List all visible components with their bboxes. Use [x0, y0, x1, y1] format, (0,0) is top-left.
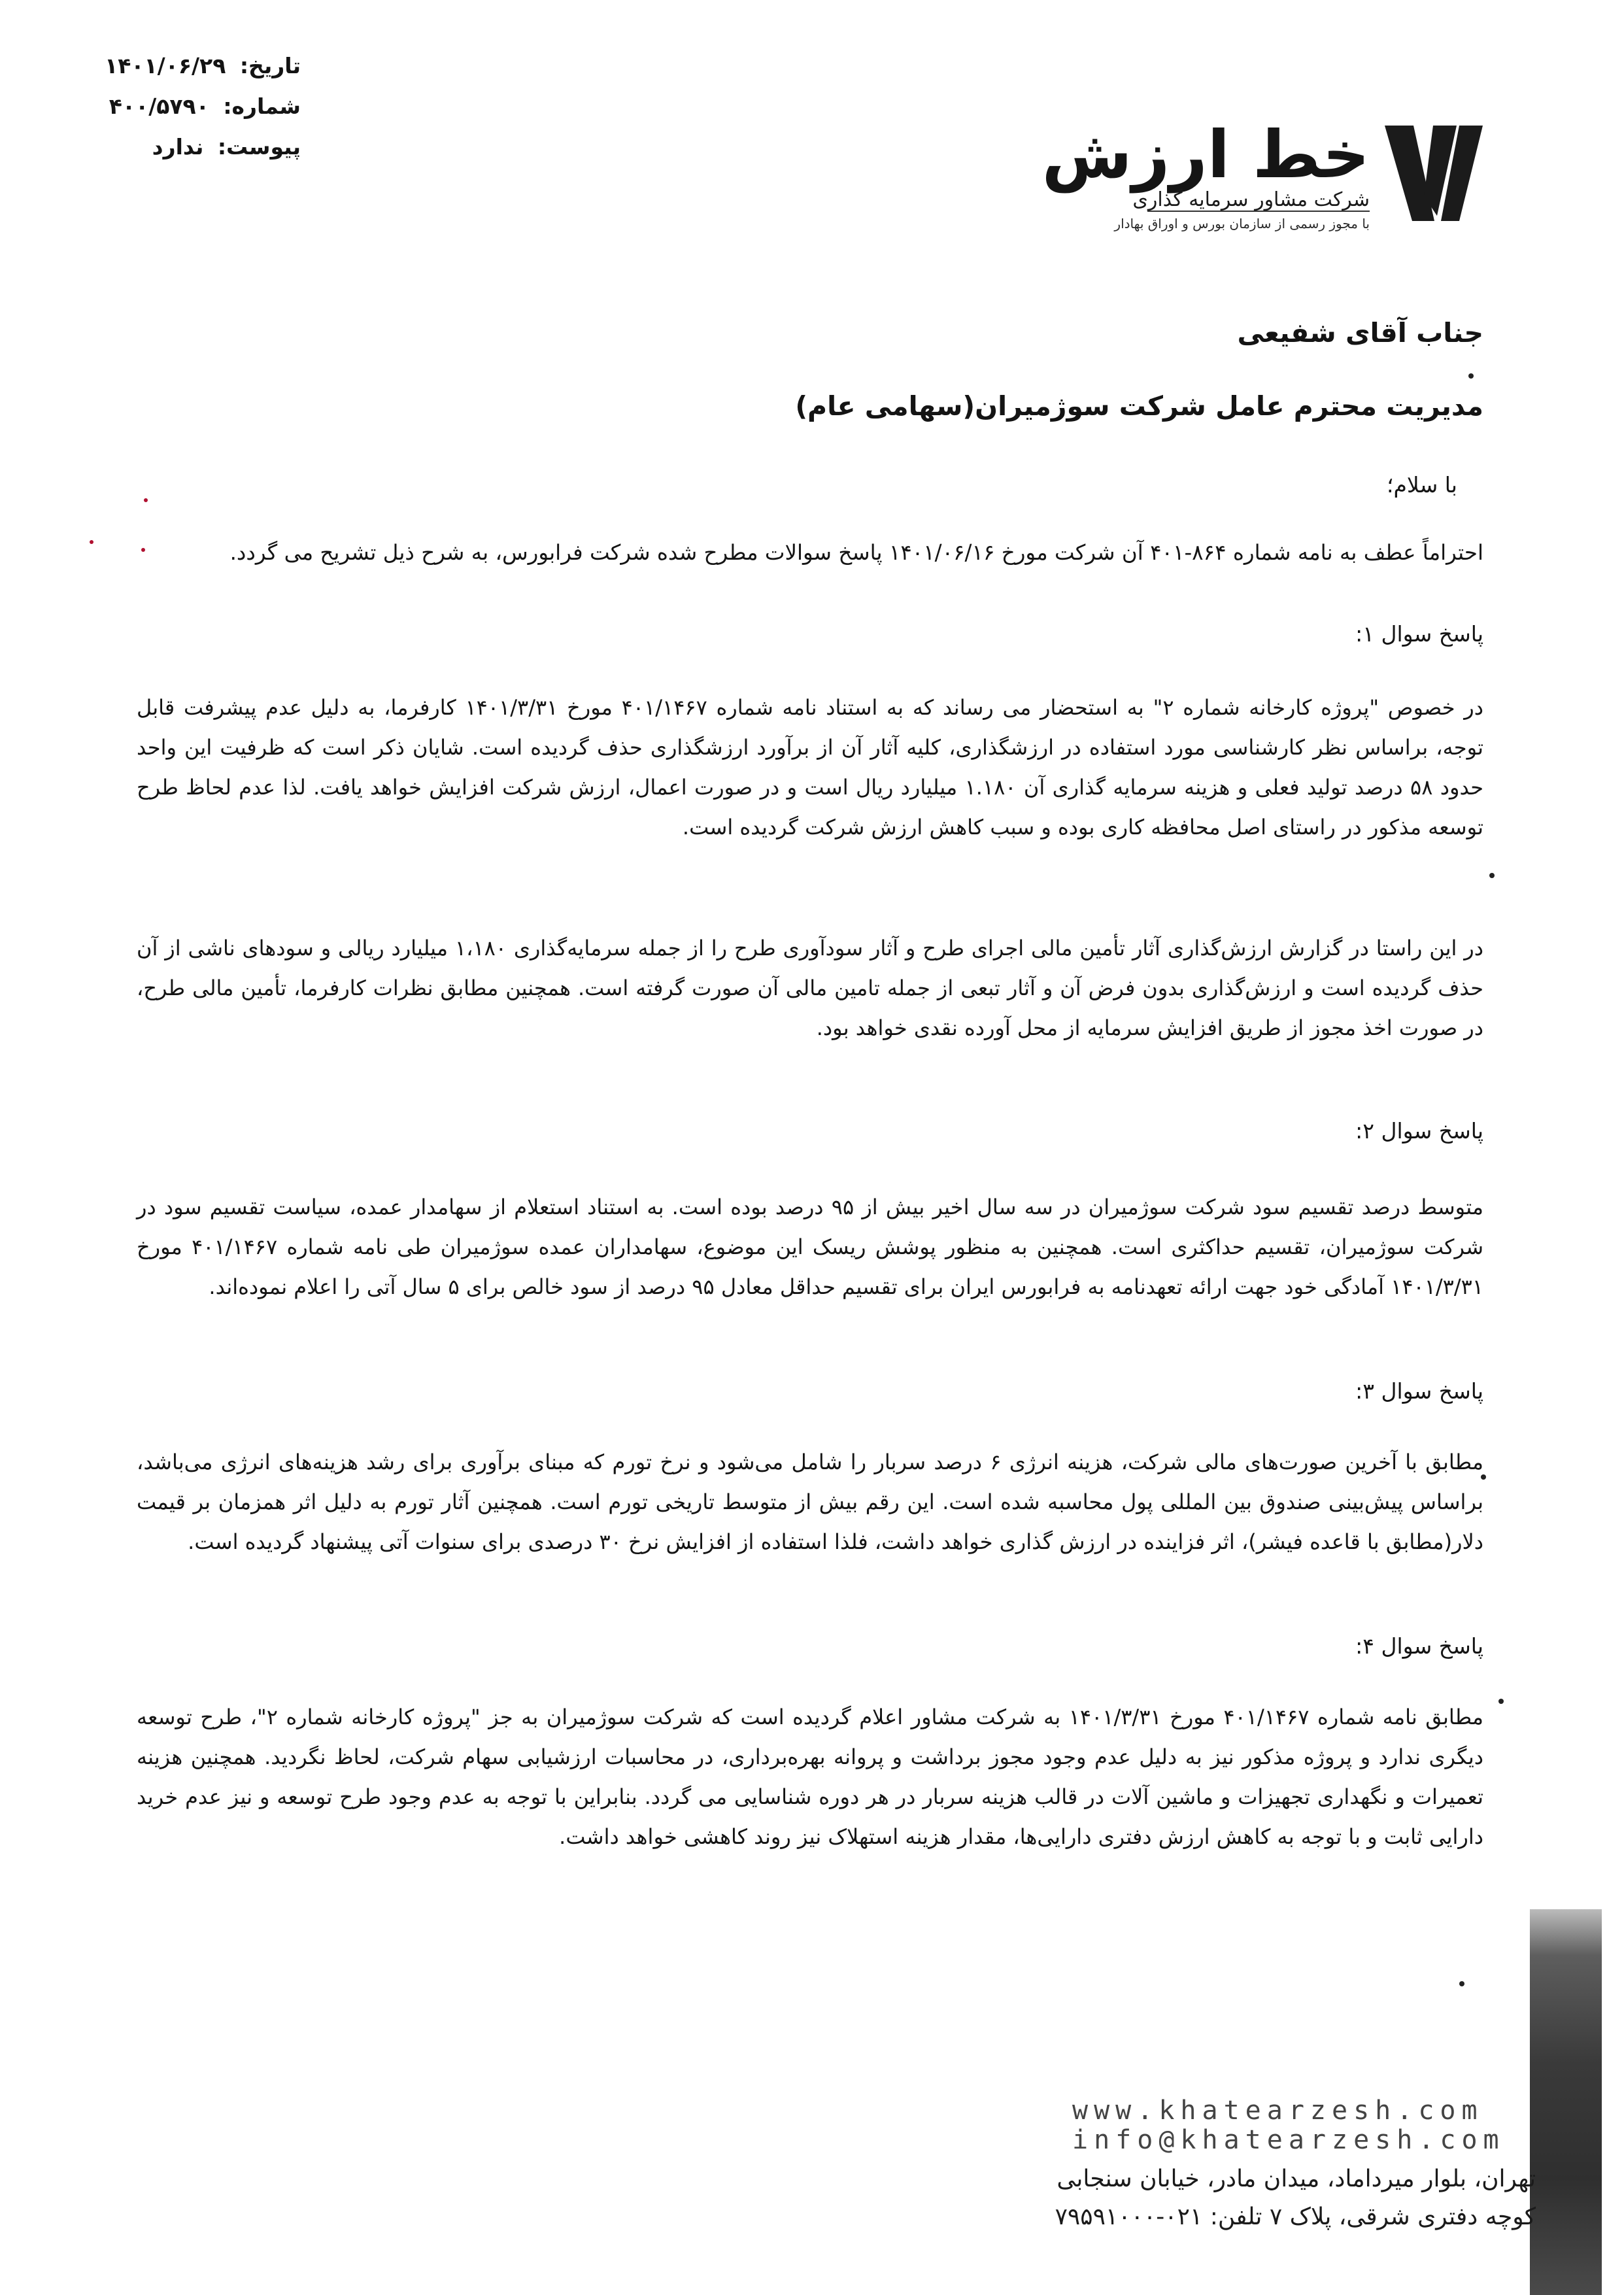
number-value: ۴۰۰/۵۷۹۰ [109, 94, 209, 119]
attachment-value: ندارد [152, 134, 204, 160]
attachment-label: پیوست: [217, 134, 301, 160]
scan-edge-shadow [1530, 1909, 1602, 2295]
scan-mark [1481, 1474, 1486, 1480]
letter-meta [39, 46, 301, 167]
addressee-name: جناب آقای شفیعی [1237, 317, 1483, 348]
date-value: ۱۴۰۱/۰۶/۲۹ [105, 53, 226, 78]
logo-name: خط ارزش [1041, 116, 1370, 193]
number-label: شماره: [223, 94, 301, 119]
answer-3-heading: پاسخ سوال ۳: [1355, 1378, 1483, 1404]
number-row [39, 86, 301, 127]
footer-address-line-1: تهران، بلوار میرداماد، میدان مادر، خیابان سنجابی [1057, 2166, 1536, 2192]
logo-license: با مجوز رسمی از سازمان بورس و اوراق بهادار [1114, 216, 1370, 231]
answer-1-heading: پاسخ سوال ۱: [1355, 621, 1483, 647]
answer-4-paragraph: مطابق نامه شماره ۴۰۱/۱۴۶۷ مورخ ۱۴۰۱/۳/۳۱ به شرکت مشاور اعلام گردیده است که شرکت سوژمیران به جز "پروژه کارخانه شماره ۲"، طرح توسعه دیگری ندارد و پروژه مذکور نیز به دلیل عدم وجود مجوز برداشت و پروانه بهره‌برداری، در محاسبات ارزشیابی سهام شرکت، لحاظ نگردید. همچنین هزینه تعمیرات و نگهداری تجهیزات و ماشین آلات در قالب هزینه سربار در هر دوره شناسایی می گردد. بنابراین با توجه به عدم وجود طرح توسعه و نیز عدم خرید دارایی ثابت و با توجه به کاهش ارزش دفتری دارایی‌ها، مقدار هزینه استهلاک نیز روند کاهشی خواهد داشت. [137, 1705, 1483, 1849]
company-logo [1041, 116, 1491, 248]
scan-mark [1489, 873, 1495, 878]
answer-2-paragraph: متوسط درصد تقسیم سود شرکت سوژمیران در سه سال اخیر بیش از ۹۵ درصد بوده است. به استناد استعلام از سهامدار عمده، سیاست تقسیم سود در شرکت سوژمیران، تقسیم حداکثری است. همچنین به منظور پوشش ریسک این موضوع، سهامداران عمده سوژمیران طی نامه شماره ۴۰۱/۱۴۶۷ مورخ ۱۴۰۱/۳/۳۱ آمادگی خود جهت ارائه تعهدنامه به فرابورس ایران برای تقسیم حداقل معادل ۹۵ درصد از سود خالص برای ۵ سال آتی را اعلام نموده‌اند. [137, 1195, 1484, 1299]
answer-4-heading: پاسخ سوال ۴: [1355, 1633, 1483, 1659]
intro-paragraph: احتراماً عطف به نامه شماره ۸۶۴-۴۰۱ آن شرکت مورخ ۱۴۰۱/۰۶/۱۶ پاسخ سوالات مطرح شده شرکت فرابورس، به شرح ذیل تشریح می گردد. [229, 540, 1483, 565]
answer-2-heading: پاسخ سوال ۲: [1355, 1118, 1483, 1144]
footer-website: www.khatearzesh.com [1072, 2096, 1483, 2126]
scan-dot [141, 548, 145, 552]
footer-email: info@khatearzesh.com [1072, 2125, 1505, 2155]
logo-mark-icon [1373, 118, 1491, 242]
answer-1-paragraph-1: در خصوص "پروژه کارخانه شماره ۲" به استحضار می رساند که به استناد نامه شماره ۴۰۱/۱۴۶۷ مورخ ۱۴۰۱/۳/۳۱ کارفرما، به دلیل عدم پیشرفت قابل توجه، براساس نظر کارشناسی مورد استفاده در ارزشگذاری، کلیه آثار آن از برآورد ارزشگذاری حذف گردیده است. شایان ذکر است که ظرفیت این واحد حدود ۵۸ درصد تولید فعلی و هزینه سرمایه گذاری آن ۱.۱۸۰ میلیارد ریال است و در صورت اعمال، ارزش شرکت افزایش خواهد یافت. لذا عدم لحاظ طرح توسعه مذکور در راستای اصل محافظه کاری بوده و سبب کاهش ارزش شرکت گردیده است. [137, 695, 1484, 840]
date-row [39, 46, 301, 86]
logo-subtitle: شرکت مشاور سرمایه گذاری [1132, 188, 1370, 211]
attachment-row [39, 127, 301, 167]
scan-mark [1459, 1981, 1464, 1986]
scan-dot [144, 498, 148, 502]
answer-1-paragraph-2: در این راستا در گزارش ارزش‌گذاری آثار تأمین مالی اجرای طرح و آثار سودآوری طرح را از جمله سرمایه‌گذاری ۱،۱۸۰ میلیارد ریالی و سودهای ناشی از آن حذف گردیده است و ارزش‌گذاری بدون فرض آن و آثار تبعی از جمله تامین مالی آن صورت گرفته است. همچنین مطابق نظرات کارفرما، تأمین مالی طرح، در صورت اخذ مجوز از طریق افزایش سرمایه از محل آورده نقدی خواهد بود. [137, 936, 1484, 1040]
answer-3-paragraph: مطابق با آخرین صورت‌های مالی شرکت، هزینه انرژی ۶ درصد سربار را شامل می‌شود و نرخ تورم که مبنای برآوری برای رشد هزینه‌های انرژی می‌باشد، براساس پیش‌بینی صندوق بین المللی پول محاسبه شده است. این رقم بیش از متوسط تاریخی تورم است. همچنین آثار تورم به دلیل اثر همزمان بر قیمت دلار(مطابق با قاعده فیشر)، اثر فزاینده در ارزش گذاری خواهد داشت، فلذا استفاده از افزایش نرخ ۳۰ درصدی برای سنوات آتی پیشنهاد گردیده است. [137, 1450, 1484, 1554]
addressee-title: مدیریت محترم عامل شرکت سوژمیران(سهامی عام) [795, 390, 1483, 422]
date-label: تاریخ: [239, 53, 301, 78]
logo-divider [1147, 211, 1370, 212]
scan-mark [1468, 373, 1474, 379]
scan-dot [90, 540, 93, 544]
greeting: با سلام؛ [1387, 472, 1457, 498]
footer-address-line-2: کوچه دفتری شرقی، پلاک ۷ تلفن: ۰۲۱-۷۹۵۹۱۰۰۰ [1055, 2203, 1536, 2230]
scan-mark [1498, 1699, 1504, 1704]
